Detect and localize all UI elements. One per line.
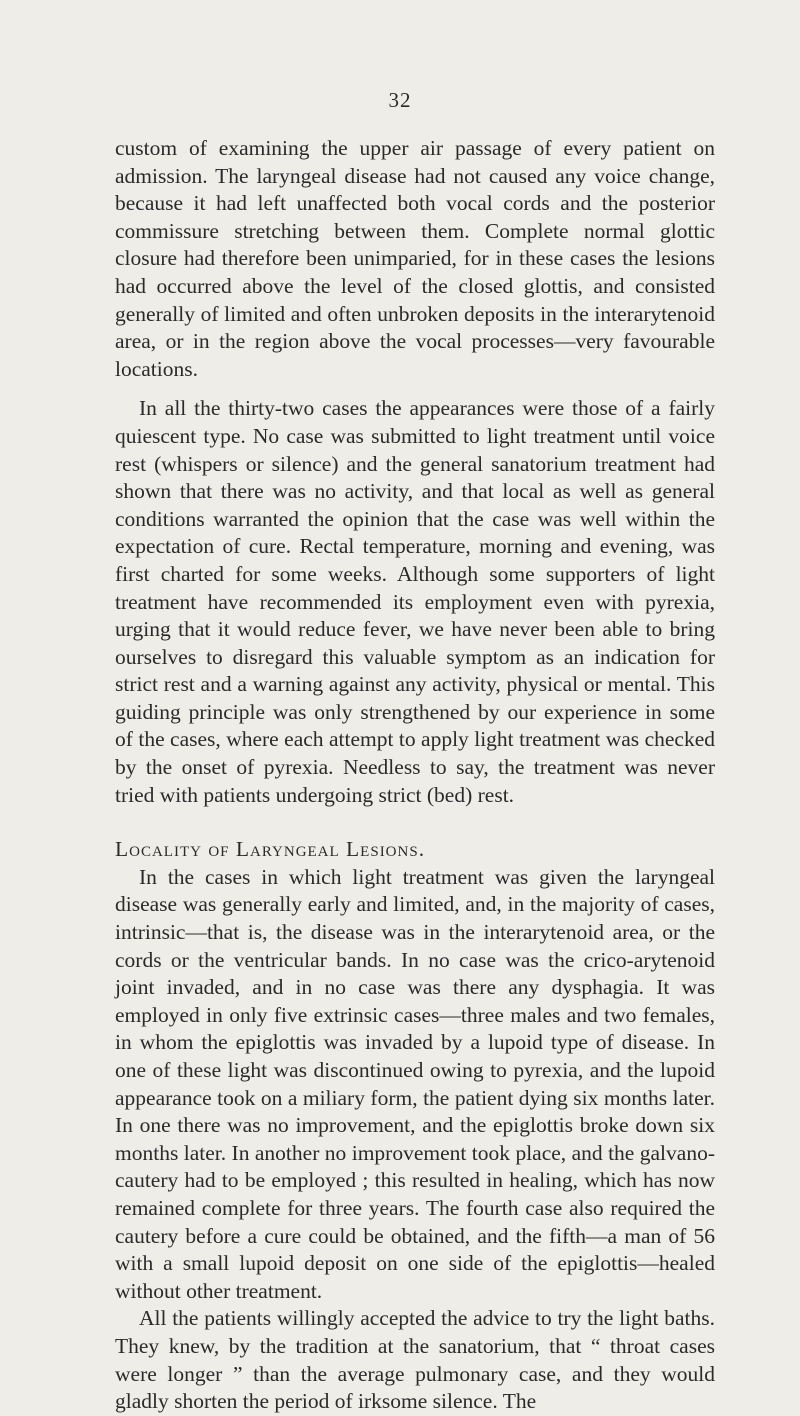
paragraph-quiescent-cases: In all the thirty-two cases the appearances were those of a fairly quiescent type. No case was submitted to light treatment until voice rest (whispers or silence) and the general sanatorium treatment had shown that there was no activity, and that local as well as general conditions warranted the opinion that the case was well within the expectation of cure. Rectal temperature, morning and evening, was first charted for some weeks. Although some supporters of light treatment have recommended its employment even with pyrexia, urging that it would reduce fever, we have never been able to bring ourselves to disregard this valuable symptom as an indication for strict rest and a warning against any activity, physical or mental. This guiding principle was only strengthened by our experience in some of the cases, where each attempt to apply light treatment was checked by the onset of pyrexia. Needless to say, the treatment was never tried with patients undergoing strict (bed) rest. [115,396,715,807]
paragraph-continuation: custom of examining the upper air passage of every patient on admission. The laryngeal disease had not caused any voice change, because it had left unaffected both vocal cords and the posterior commissure stretching between them. Complete normal glottic closure had therefore been unimparied, for in these cases the lesions had occurred above the level of the closed glottis, and consisted generally of limited and often unbroken deposits in the interarytenoid area, or in the region above the vocal processes—very favourable locations. [115,136,715,381]
page-number: 32 [388,88,412,112]
paragraph-light-baths: All the patients willingly accepted the advice to try the light baths. They knew, by the tradition at the sanatorium, that “ throat cases were longer ” than the average pulmonary case, and they would gladly shorten the period of irksome silence. The [115,1306,715,1414]
body-text [115,135,715,1416]
paragraph-locality: In the cases in which light treatment was given the laryngeal disease was generally early and limited, and, in the majority of cases, intrinsic—that is, the disease was in the interarytenoid area, or the cords or the ventricular bands. In no case was the crico-arytenoid joint invaded, and in no case was there any dysphagia. It was employed in only five extrinsic cases—three males and two females, in whom the epiglottis was invaded by a lupoid type of disease. In one of these light was discontinued owing to pyrexia, and the lupoid appearance took on a miliary form, the patient dying six months later. In one there was no improvement, and the epiglottis broke down six months later. In another no improvement took place, and the galvano-cautery had to be employed ; this resulted in healing, which has now remained complete for three years. The fourth case also required the cautery before a cure could be obtained, and the fifth—a man of 56 with a small lupoid deposit on one side of the epiglottis—healed without other treatment. [115,864,715,1303]
section-heading: Locality of Laryngeal Lesions. [115,837,426,862]
